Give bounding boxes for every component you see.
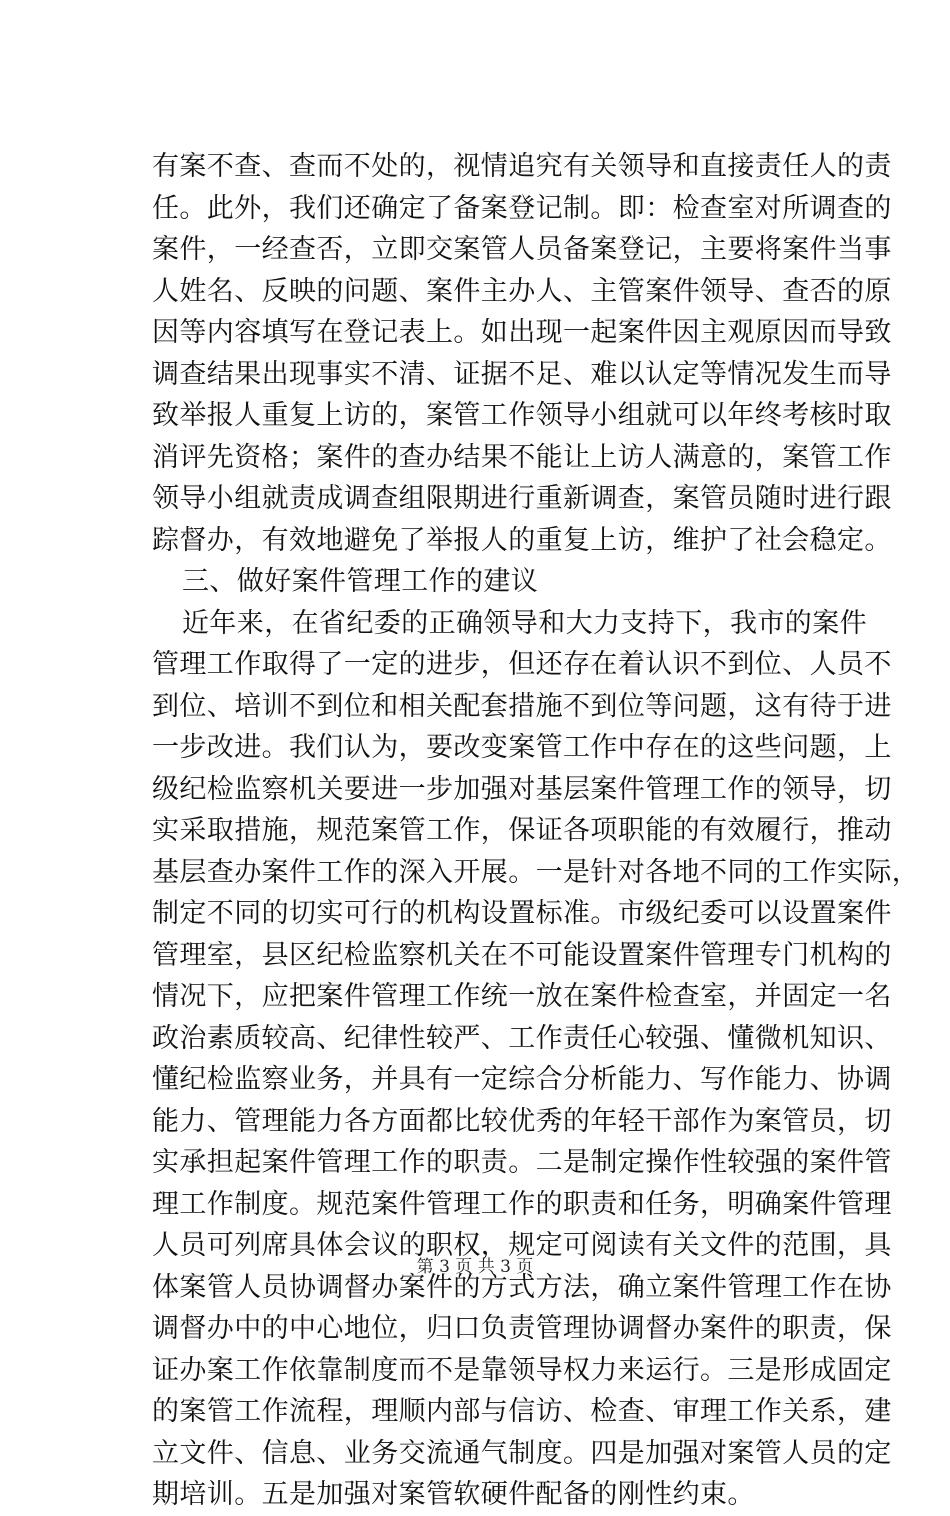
text-line: 实承担起案件管理工作的职责。二是制定操作性较强的案件管 bbox=[152, 1147, 892, 1178]
text-line: 任。此外，我们还确定了备案登记制。即：检查室对所调查的 bbox=[152, 192, 892, 224]
text-line: 级纪检监察机关要进一步加强对基层案件管理工作的领导，切 bbox=[152, 773, 892, 805]
text-line: 懂纪检监察业务，并具有一定综合分析能力、写作能力、协调 bbox=[152, 1064, 892, 1095]
text-line: 领导小组就责成调查组限期进行重新调查，案管员随时进行跟 bbox=[152, 483, 892, 514]
text-line: 能力、管理能力各方面都比较优秀的年轻干部作为案管员，切 bbox=[152, 1105, 892, 1137]
text-line: 近年来，在省纪委的正确领导和大力支持下，我市的案件 bbox=[182, 607, 867, 639]
text-line: 案件，一经查否，立即交案管人员备案登记，主要将案件当事 bbox=[152, 234, 892, 265]
text-line: 的案管工作流程，理顺内部与信访、检查、审理工作关系，建 bbox=[152, 1396, 892, 1427]
text-line: 政治素质较高、纪律性较严、工作责任心较强、懂微机知识、 bbox=[152, 1022, 892, 1054]
text-line: 到位、培训不到位和相关配套措施不到位等问题，这有待于进 bbox=[152, 690, 892, 722]
section-heading: 三、做好案件管理工作的建议 bbox=[182, 566, 539, 597]
text-line: 一步改进。我们认为，要改变案管工作中存在的这些问题，上 bbox=[152, 732, 892, 763]
page-number: 第 3 页 共 3 页 bbox=[416, 1257, 534, 1277]
text-line: 因等内容填写在登记表上。如出现一起案件因主观原因而导致 bbox=[152, 317, 892, 348]
text-line: 理工作制度。规范案件管理工作的职责和任务，明确案件管理 bbox=[152, 1188, 892, 1220]
text-line: 证办案工作依靠制度而不是靠领导权力来运行。三是形成固定 bbox=[152, 1354, 892, 1386]
text-line: 体案管人员协调督办案件的方式方法，确立案件管理工作在协 bbox=[152, 1271, 892, 1303]
text-line: 调督办中的中心地位，归口负责管理协调督办案件的职责，保 bbox=[152, 1313, 892, 1344]
text-line: 人姓名、反映的问题、案件主办人、主管案件领导、查否的原 bbox=[152, 275, 892, 307]
text-line: 制定不同的切实可行的机构设置标准。市级纪委可以设置案件 bbox=[152, 898, 892, 929]
text-line: 致举报人重复上访的，案管工作领导小组就可以年终考核时取 bbox=[152, 400, 892, 431]
text-line: 消评先资格；案件的查办结果不能让上访人满意的，案管工作 bbox=[152, 441, 892, 473]
text-line: 情况下，应把案件管理工作统一放在案件检查室，并固定一名 bbox=[152, 981, 892, 1012]
text-line: 有案不查、查而不处的，视情追究有关领导和直接责任人的责 bbox=[152, 151, 892, 182]
text-line: 管理工作取得了一定的进步，但还存在着认识不到位、人员不 bbox=[152, 649, 892, 680]
text-line: 人员可列席具体会议的职权，规定可阅读有关文件的范围，具 bbox=[152, 1230, 892, 1261]
text-line: 管理室，县区纪检监察机关在不可能设置案件管理专门机构的 bbox=[152, 939, 892, 971]
text-line: 立文件、信息、业务交流通气制度。四是加强对案管人员的定 bbox=[152, 1437, 892, 1469]
text-line: 踪督办，有效地避免了举报人的重复上访，维护了社会稳定。 bbox=[152, 524, 892, 556]
text-line: 调查结果出现事实不清、证据不足、难以认定等情况发生而导 bbox=[152, 358, 892, 390]
text-line: 期培训。五是加强对案管软硬件配备的刚性约束。 bbox=[152, 1479, 755, 1510]
text-line: 基层查办案件工作的深入开展。一是针对各地不同的工作实际， bbox=[152, 856, 920, 888]
document-body bbox=[152, 146, 920, 1516]
page-footer bbox=[0, 1256, 950, 1278]
text-line: 实采取措施，规范案管工作，保证各项职能的有效履行，推动 bbox=[152, 815, 892, 846]
